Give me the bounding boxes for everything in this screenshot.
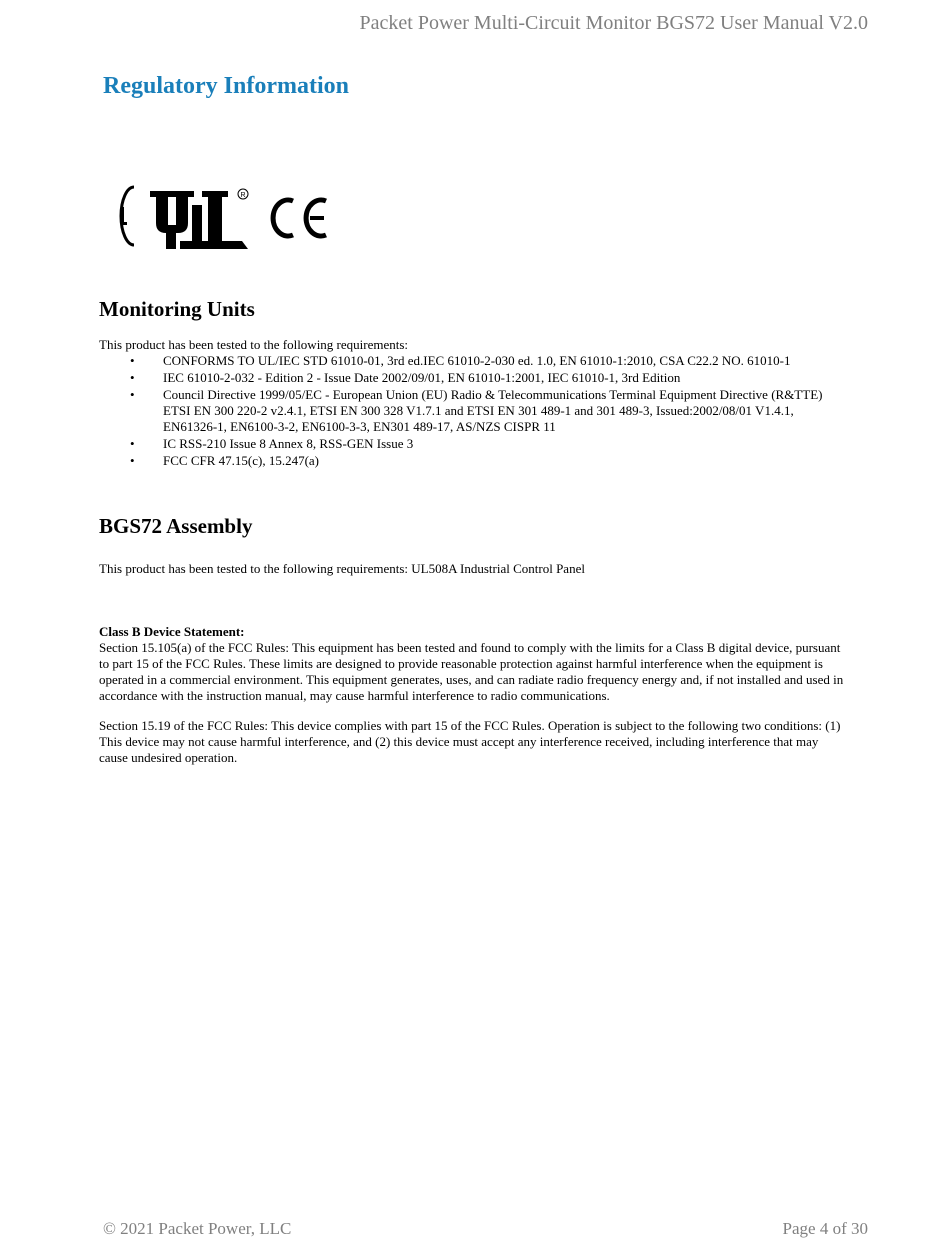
- certification-logos: [108, 183, 340, 255]
- fcc-15-19-paragraph: Section 15.19 of the FCC Rules: This device complies with part 15 of the FCC Rules. Operation is subject to the following two conditions: (1) This device may not cause harmful interference, and (2) this device must accept any interference received, including interference that may cause undesired operation.: [99, 718, 841, 765]
- list-item: • Council Directive 1999/05/EC - European Union (EU) Radio & Telecommunications Terminal Equipment Directive (R&TTE) ETSI EN 300 220-2 v2.4.1, ETSI EN 300 328 V1.7.1 and ETSI EN 301 489-1 and 301 489-3, Issued:2002/08/01 V1.4.1, EN61326-1, EN6100-3-2, EN6100-3-3, EN301 489-17, AS/NZS CISPR 11: [130, 387, 823, 434]
- bullet: •: [130, 436, 135, 451]
- assembly-requirements-text: This product has been tested to the following requirements: UL508A Industrial Control Panel: [99, 561, 585, 576]
- class-b-statement: [99, 624, 844, 704]
- bullet: •: [130, 453, 135, 468]
- running-header: Packet Power Multi-Circuit Monitor BGS72 User Manual V2.0: [359, 12, 868, 34]
- monitoring-units-heading: Monitoring Units: [99, 297, 255, 321]
- list-item: • IEC 61010-2-032 - Edition 2 - Issue Date 2002/09/01, EN 61010-1:2001, IEC 61010-1, 3rd Edition: [130, 370, 681, 385]
- footer-copyright: © 2021 Packet Power, LLC: [103, 1219, 292, 1238]
- ce-mark-icon: [273, 200, 326, 236]
- ul-listed-logo-icon: [150, 189, 248, 249]
- fcc-15-105-paragraph: Section 15.105(a) of the FCC Rules: This equipment has been tested and found to comply with the limits for a Class B digital device, pursuant to part 15 of the FCC Rules. These limits are designed to provide reasonable protection against harmful interference when the equipment is operated in a commercial environment. This equipment generates, uses, and can radiate radio frequency energy and, if not installed and used in accordance with the instruction manual, may cause harmful interference to radio communications.: [99, 640, 844, 703]
- requirements-list: [99, 353, 844, 470]
- c-ul-mark-icon: [121, 187, 134, 245]
- svg-text:R: R: [240, 192, 246, 199]
- list-item: • IC RSS-210 Issue 8 Annex 8, RSS-GEN Issue 3: [130, 436, 414, 451]
- section-title: Regulatory Information: [103, 73, 349, 99]
- footer-page-number: Page 4 of 30: [782, 1219, 868, 1238]
- list-item: • FCC CFR 47.15(c), 15.247(a): [130, 453, 319, 468]
- bullet: •: [130, 370, 135, 385]
- class-b-heading: Class B Device Statement:: [99, 624, 245, 639]
- bgs72-assembly-heading: BGS72 Assembly: [99, 514, 253, 538]
- bullet: •: [130, 387, 135, 402]
- bullet: •: [130, 353, 135, 368]
- list-item: • CONFORMS TO UL/IEC STD 61010-01, 3rd ed.IEC 61010-2-030 ed. 1.0, EN 61010-1:2010, CSA C22.2 NO. 61010-1: [130, 353, 791, 368]
- monitoring-intro-text: This product has been tested to the following requirements:: [99, 337, 409, 352]
